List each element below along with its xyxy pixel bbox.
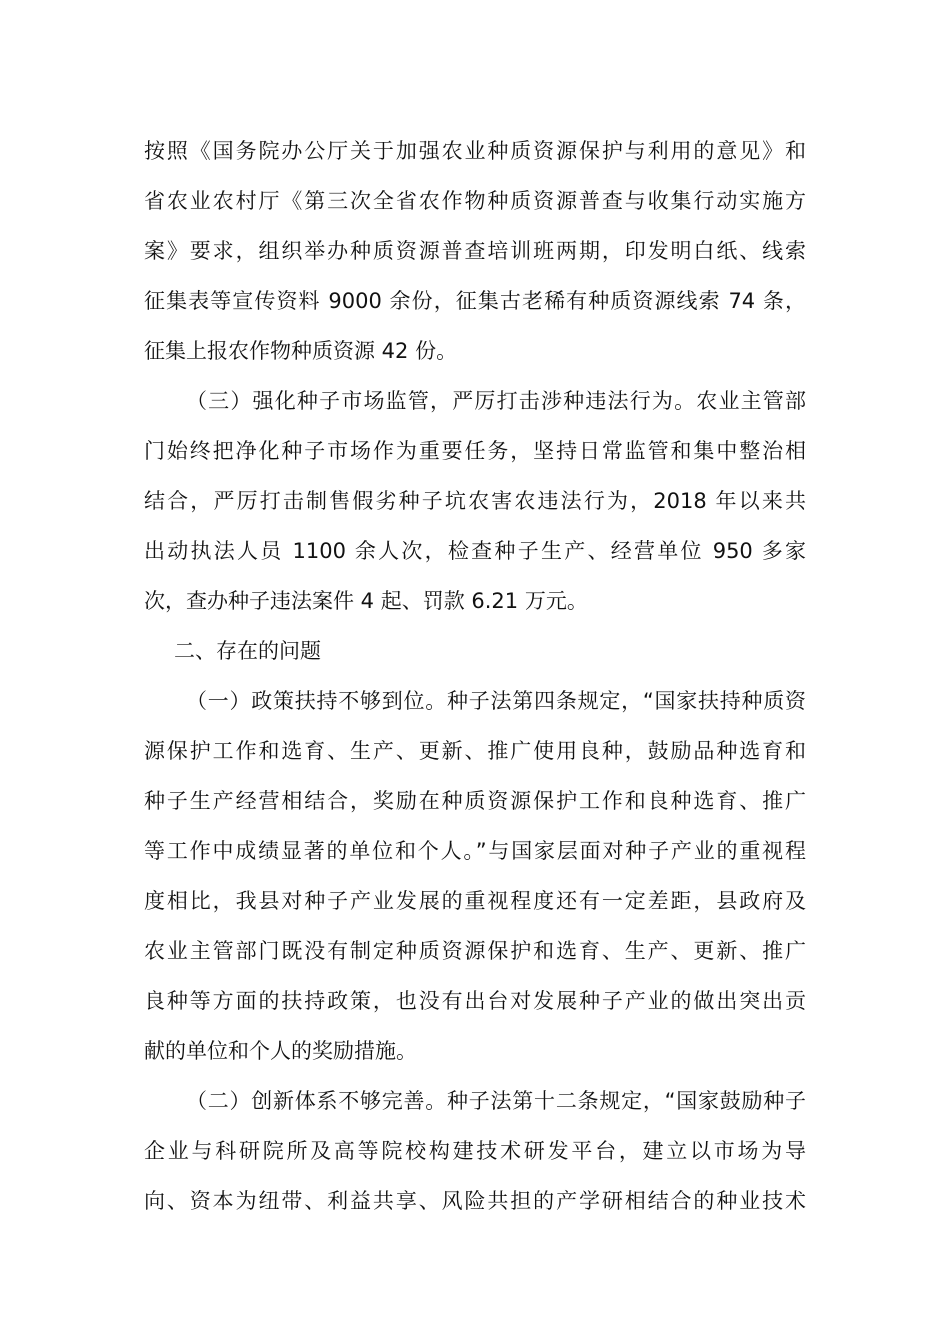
text-line: 征集上报农作物种质资源 42 份。	[144, 339, 458, 363]
text-line: 等工作中成绩显著的单位和个人。”与国家层面对种子产业的重视程	[144, 839, 806, 863]
text-line: 献的单位和个人的奖励措施。	[144, 1039, 417, 1063]
paragraph-innovation-system	[144, 1076, 806, 1226]
text-line: 种子生产经营相结合，奖励在种质资源保护工作和良种选育、推广	[144, 789, 806, 813]
text-line: （三）强化种子市场监管，严厉打击涉种违法行为。农业主管部	[186, 389, 806, 413]
text-line: （二）创新体系不够完善。种子法第十二条规定，“国家鼓励种子	[186, 1089, 806, 1113]
text-line: 良种等方面的扶持政策，也没有出台对发展种子产业的做出突出贡	[144, 989, 806, 1013]
paragraph-market-supervision	[144, 376, 806, 626]
document-body	[144, 126, 806, 1226]
paragraph-germplasm-survey	[144, 126, 806, 376]
text-line: 企业与科研院所及高等院校构建技术研发平台，建立以市场为导	[144, 1139, 806, 1163]
paragraph-policy-support	[144, 676, 806, 1076]
text-line: 出动执法人员 1100 余人次，检查种子生产、经营单位 950 多家	[144, 539, 806, 563]
text-line: 结合，严厉打击制售假劣种子坑农害农违法行为，2018 年以来共	[144, 489, 806, 513]
text-line: 征集表等宣传资料 9000 余份，征集古老稀有种质资源线索 74 条，	[144, 289, 806, 313]
text-line: 案》要求，组织举办种质资源普查培训班两期，印发明白纸、线索	[144, 239, 806, 263]
text-line: 度相比，我县对种子产业发展的重视程度还有一定差距，县政府及	[144, 889, 806, 913]
text-line: 省农业农村厅《第三次全省农作物种质资源普查与收集行动实施方	[144, 189, 806, 213]
text-line: 按照《国务院办公厅关于加强农业种质资源保护与利用的意见》和	[144, 139, 806, 163]
text-line: 次，查办种子违法案件 4 起、罚款 6.21 万元。	[144, 589, 588, 613]
text-line: 农业主管部门既没有制定种质资源保护和选育、生产、更新、推广	[144, 939, 806, 963]
text-line: 向、资本为纽带、利益共享、风险共担的产学研相结合的种业技术	[144, 1189, 806, 1213]
section-heading-problems	[144, 626, 806, 676]
section-heading: 二、存在的问题	[174, 639, 321, 663]
text-line: （一）政策扶持不够到位。种子法第四条规定，“国家扶持种质资	[186, 689, 806, 713]
text-line: 源保护工作和选育、生产、更新、推广使用良种，鼓励品种选育和	[144, 739, 806, 763]
text-line: 门始终把净化种子市场作为重要任务，坚持日常监管和集中整治相	[144, 439, 806, 463]
